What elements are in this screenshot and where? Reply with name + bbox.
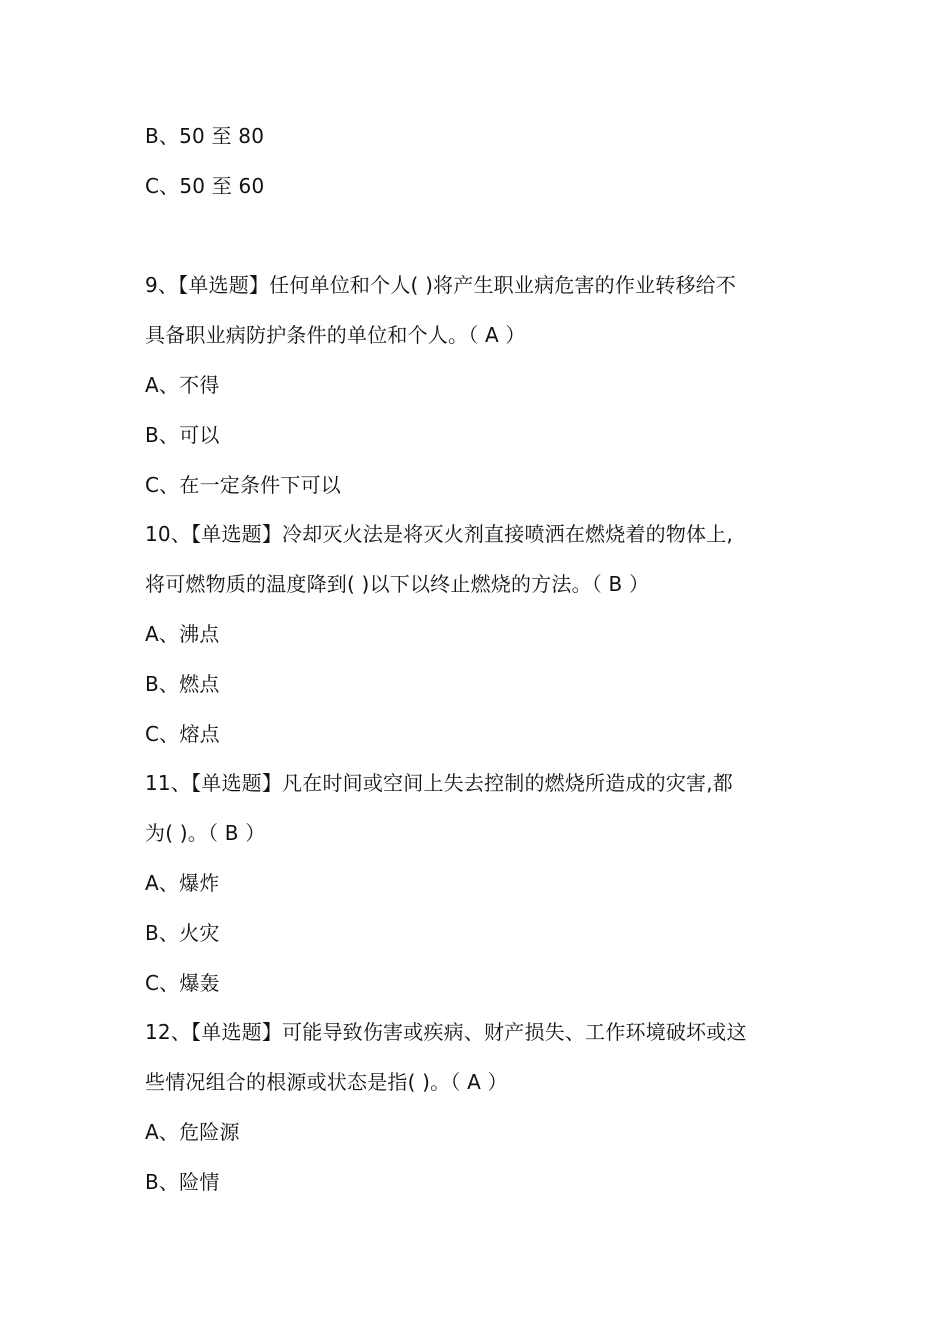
question-10-line-2: 将可燃物质的温度降到( )以下以终止燃烧的方法。（ B ） [145, 572, 650, 596]
question-9-line-2: 具备职业病防护条件的单位和个人。（ A ） [145, 323, 526, 347]
question-9-option-b: B、可以 [145, 423, 220, 447]
question-11-option-a: A、爆炸 [145, 871, 220, 895]
question-12-option-a: A、危险源 [145, 1120, 240, 1144]
question-10-option-a: A、沸点 [145, 622, 220, 646]
question-10-line-1: 10、【单选题】冷却灭火法是将灭火剂直接喷洒在燃烧着的物体上, [145, 522, 734, 546]
question-12-line-1: 12、【单选题】可能导致伤害或疾病、财产损失、工作环境破坏或这 [145, 1020, 747, 1044]
option-b-prev: B、50 至 80 [145, 124, 265, 148]
question-11-option-c: C、爆轰 [145, 971, 220, 995]
question-9-line-1: 9、【单选题】任何单位和个人( )将产生职业病危害的作业转移给不 [145, 273, 737, 297]
question-10-option-b: B、燃点 [145, 672, 220, 696]
question-12-line-2: 些情况组合的根源或状态是指( )。（ A ） [145, 1070, 508, 1094]
question-9-option-c: C、在一定条件下可以 [145, 473, 341, 497]
question-12-option-b: B、险情 [145, 1170, 220, 1194]
question-11-option-b: B、火灾 [145, 921, 220, 945]
question-9-option-a: A、不得 [145, 373, 220, 397]
option-c-prev: C、50 至 60 [145, 174, 265, 198]
question-11-line-1: 11、【单选题】凡在时间或空间上失去控制的燃烧所造成的灾害,都 [145, 771, 734, 795]
question-11-line-2: 为( )。（ B ） [145, 821, 266, 845]
question-10-option-c: C、熔点 [145, 722, 220, 746]
